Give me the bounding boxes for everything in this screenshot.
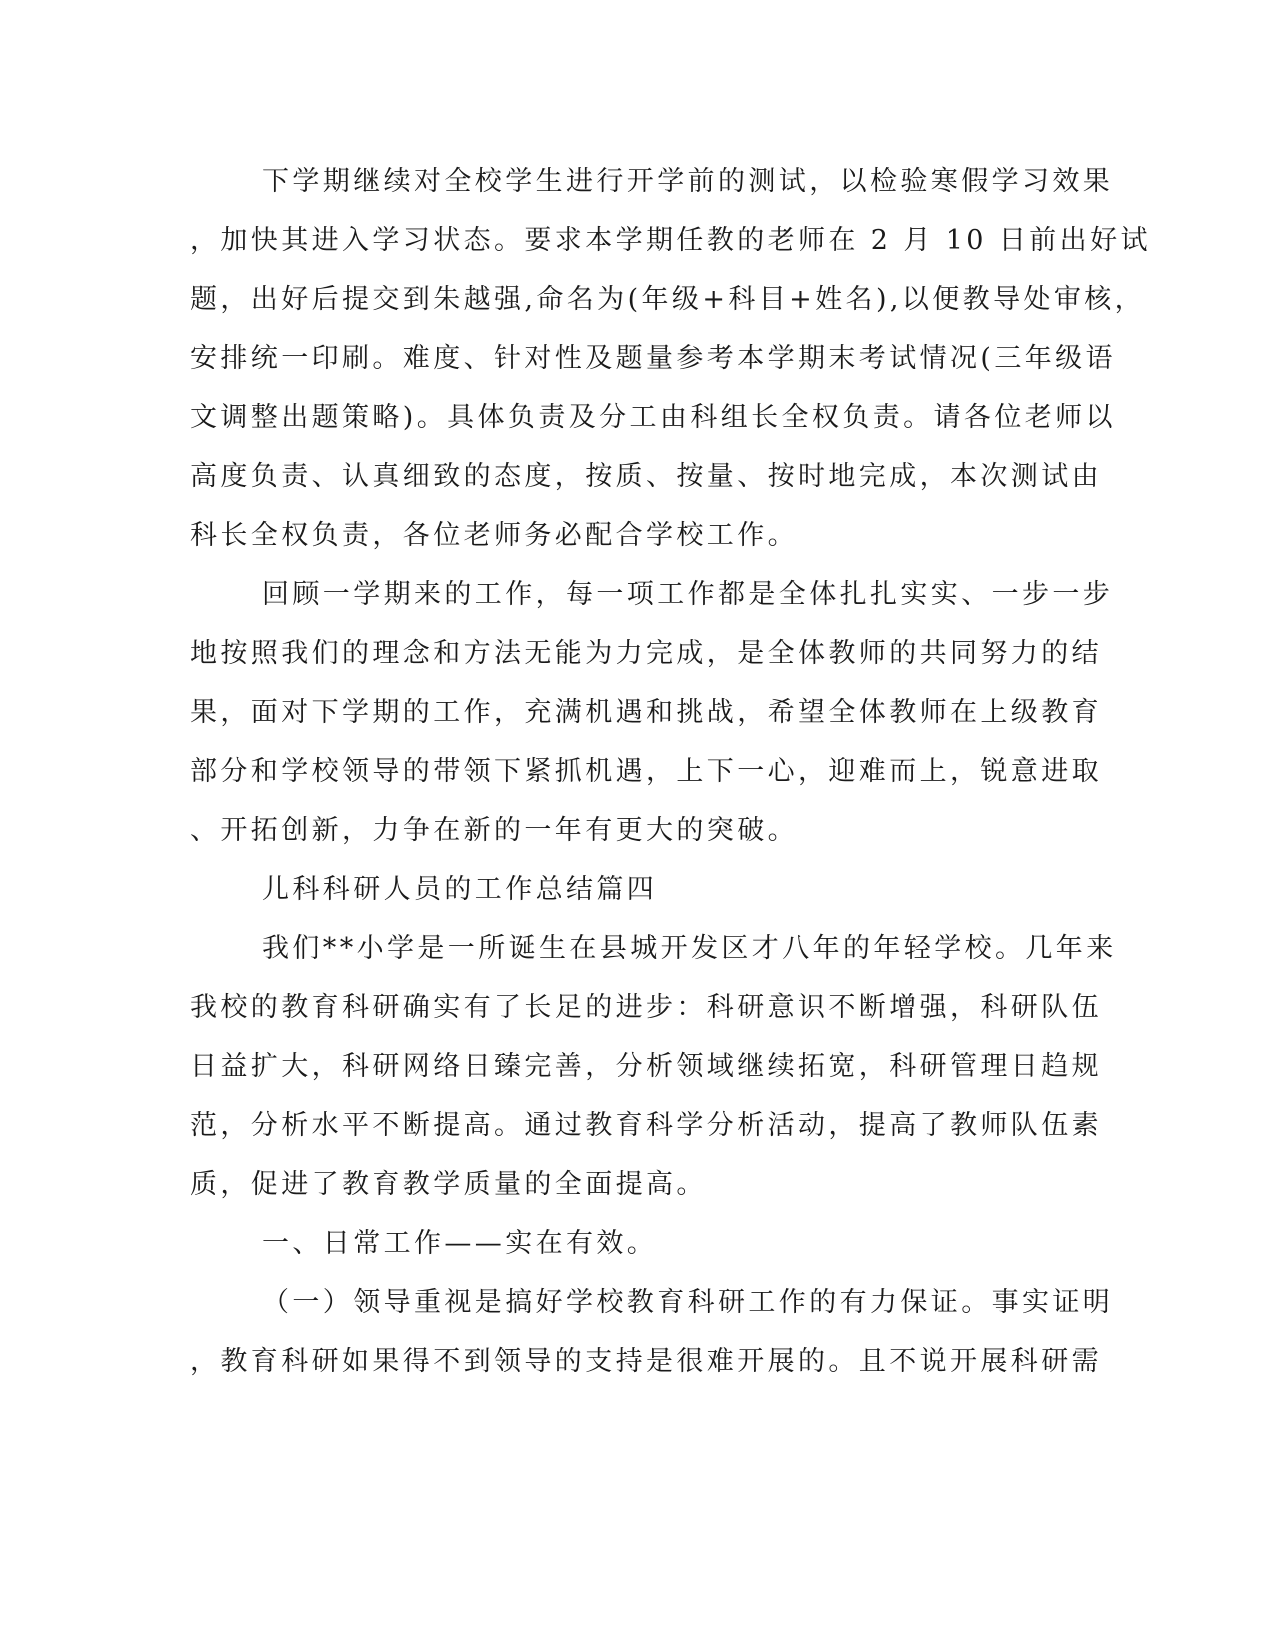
subsection-heading: 一、日常工作——实在有效。: [262, 1228, 658, 1259]
text-line: 题，出好后提交到朱越强,命名为(年级+科目+姓名),以便教导处审核，: [190, 284, 1146, 315]
text-line: 质，促进了教育教学质量的全面提高。: [190, 1169, 707, 1200]
section-heading: 儿科科研人员的工作总结篇四: [262, 874, 658, 905]
text-line: 地按照我们的理念和方法无能为力完成，是全体教师的共同努力的结: [190, 638, 1102, 669]
text-line: 、开拓创新，力争在新的一年有更大的突破。: [190, 815, 798, 846]
text-line: 安排统一印刷。难度、针对性及题量参考本学期末考试情况(三年级语: [190, 343, 1116, 374]
text-line: 部分和学校领导的带领下紧抓机遇，上下一心，迎难而上，锐意进取: [190, 756, 1102, 787]
text-line: （一）领导重视是搞好学校教育科研工作的有力保证。事实证明: [262, 1287, 1114, 1318]
text-line: 下学期继续对全校学生进行开学前的测试，以检验寒假学习效果: [262, 166, 1114, 197]
text-line: 文调整出题策略)。具体负责及分工由科组长全权负责。请各位老师以: [190, 402, 1116, 433]
text-line: 高度负责、认真细致的态度，按质、按量、按时地完成，本次测试由: [190, 461, 1102, 492]
text-line: ，加快其进入学习状态。要求本学期任教的老师在 2 月 10 日前出好试: [190, 225, 1151, 256]
text-line: 范，分析水平不断提高。通过教育科学分析活动，提高了教师队伍素: [190, 1110, 1102, 1141]
text-line: 日益扩大，科研网络日臻完善，分析领域继续拓宽，科研管理日趋规: [190, 1051, 1102, 1082]
text-line: ，教育科研如果得不到领导的支持是很难开展的。且不说开展科研需: [190, 1346, 1102, 1377]
text-line: 果，面对下学期的工作，充满机遇和挑战，希望全体教师在上级教育: [190, 697, 1102, 728]
text-line: 我们**小学是一所诞生在县城开发区才八年的年轻学校。几年来: [262, 933, 1117, 964]
text-line: 回顾一学期来的工作，每一项工作都是全体扎扎实实、一步一步: [262, 579, 1114, 610]
text-line: 科长全权负责，各位老师务必配合学校工作。: [190, 520, 798, 551]
text-line: 我校的教育科研确实有了长足的进步：科研意识不断增强，科研队伍: [190, 992, 1102, 1023]
